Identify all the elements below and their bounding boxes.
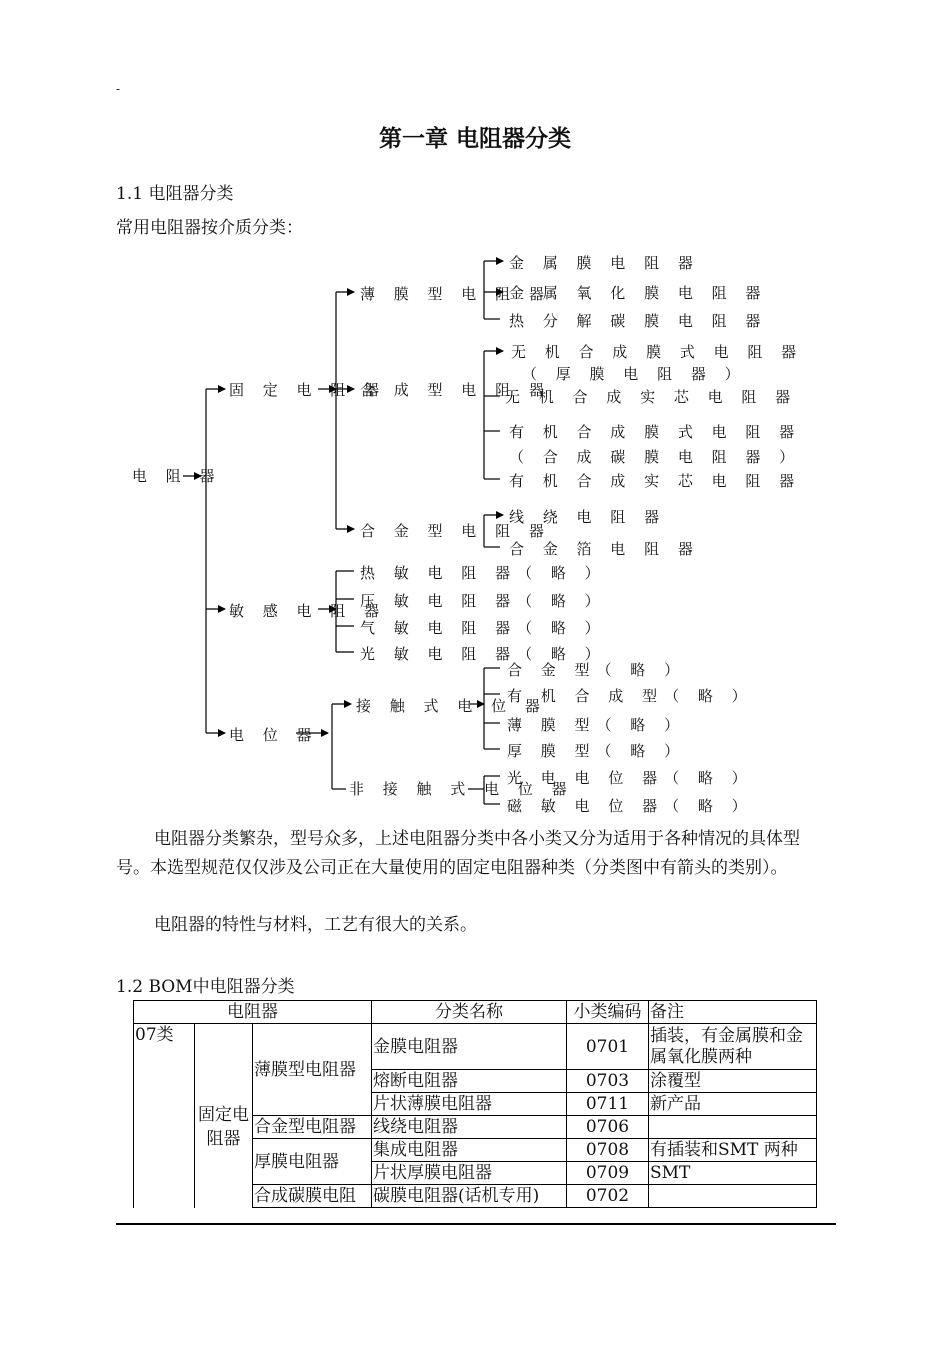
tree-node-synthetic: 合 成 型 电 阻 器 [360,381,551,399]
name-cell: 碳膜电阻器(话机专用) [372,1185,567,1208]
subclass-cell: 合成碳膜电阻 [253,1185,372,1208]
group-cell: 固定电阻器 [195,1024,253,1208]
tree-root: 电 阻 器 [132,467,222,485]
name-cell: 线绕电阻器 [372,1116,567,1139]
table-header-row [134,1001,817,1024]
chapter-title: 第一章 电阻器分类 [378,125,571,152]
tree-leaf-metal-oxide: 金 属 氧 化 膜 电 阻 器 [509,284,768,302]
note-cell: SMT [649,1162,817,1185]
header-subclass-code: 小类编码 [567,1001,649,1024]
note-cell: 新产品 [649,1093,817,1116]
name-cell: 金膜电阻器 [372,1024,567,1070]
tree-leaf-wirewound: 线 绕 电 阻 器 [509,508,667,526]
note-cell [649,1116,817,1139]
tree-leaf-pyro-carbon: 热 分 解 碳 膜 电 阻 器 [509,312,768,330]
page-bottom-rule [116,1223,836,1225]
header-mark: - [116,82,121,96]
code-cell: 0708 [567,1139,649,1162]
tree-leaf-varistor: 压 敏 电 阻 器（ 略 ） [360,592,607,610]
table-row [134,1024,817,1070]
tree-leaf-mag-pot: 磁 敏 电 位 器（ 略 ） [507,797,754,815]
name-cell: 集成电阻器 [372,1139,567,1162]
note-cell: 插装，有金属膜和金属氧化膜两种 [649,1024,817,1070]
paragraph-2: 电阻器的特性与材料，工艺有很大的关系。 [154,915,477,935]
header-resistor: 电阻器 [134,1001,372,1024]
tree-leaf-photo-pot: 光 电 电 位 器（ 略 ） [507,769,754,787]
name-cell: 片状厚膜电阻器 [372,1162,567,1185]
tree-node-sensitive: 敏 感 电 阻 器 [229,602,387,620]
tree-leaf-photo: 光 敏 电 阻 器（ 略 ） [360,645,607,663]
tree-leaf-thin-pot: 薄 膜 型（ 略 ） [507,716,687,734]
tree-leaf-gas: 气 敏 电 阻 器（ 略 ） [360,619,607,637]
tree-leaf-inorg-film-note: （ 厚 膜 电 阻 器 ） [522,365,747,383]
tree-leaf-metal-film: 金 属 膜 电 阻 器 [509,254,700,272]
tree-node-pot: 电 位 器 [229,726,319,744]
tree-leaf-inorg-solid: 无 机 合 成 实 芯 电 阻 器 [505,388,798,406]
tree-node-fixed: 固 定 电 阻 器 [229,381,387,399]
header-remarks: 备注 [649,1001,817,1024]
note-cell [649,1185,817,1208]
name-cell: 熔断电阻器 [372,1070,567,1093]
section-heading-1-1: 1.1 电阻器分类 [116,184,234,204]
tree-leaf-org-film: 有 机 合 成 膜 式 电 阻 器 [509,423,802,441]
code-cell: 0706 [567,1116,649,1139]
code-cell: 0703 [567,1070,649,1093]
section-heading-1-2: 1.2 BOM中电阻器分类 [116,977,295,997]
code-cell: 0709 [567,1162,649,1185]
tree-leaf-thick-pot: 厚 膜 型（ 略 ） [507,742,687,760]
bom-table [133,1000,817,1208]
tree-leaf-alloy-foil: 合 金 箔 电 阻 器 [509,540,700,558]
note-cell: 涂覆型 [649,1070,817,1093]
tree-leaf-org-solid: 有 机 合 成 实 芯 电 阻 器 [509,472,802,490]
subclass-cell: 厚膜电阻器 [253,1139,372,1185]
tree-node-film: 薄 膜 型 电 阻 器 [360,285,551,303]
tree-node-noncontact-pot: 非 接 触 式 电 位 器 [349,780,574,798]
note-cell: 有插装和SMT 两种 [649,1139,817,1162]
subclass-cell: 薄膜型电阻器 [253,1024,372,1116]
code-cell: 0702 [567,1185,649,1208]
code-cell: 0701 [567,1024,649,1070]
paragraph-1: 电阻器分类繁杂，型号众多，上述电阻器分类中各小类又分为适用于各种情况的具体型号。本选型规范仅仅涉及公司正在大量使用的固定电阻器种类（分类图中有箭头的类别）。 [116,829,800,878]
subclass-cell: 合金型电阻器 [253,1116,372,1139]
class-cell: 07类 [134,1024,195,1208]
tree-node-alloy: 合 金 型 电 阻 器 [360,522,551,540]
section-intro: 常用电阻器按介质分类： [116,218,303,238]
header-category-name: 分类名称 [372,1001,567,1024]
tree-leaf-inorg-film: 无 机 合 成 膜 式 电 阻 器 [511,343,804,361]
tree-leaf-alloy-pot: 合 金 型（ 略 ） [507,661,687,679]
tree-leaf-org-pot: 有 机 合 成 型（ 略 ） [507,687,754,705]
tree-leaf-thermistor: 热 敏 电 阻 器（ 略 ） [360,564,607,582]
tree-node-contact-pot: 接 触 式 电 位 器 [356,697,547,715]
code-cell: 0711 [567,1093,649,1116]
name-cell: 片状薄膜电阻器 [372,1093,567,1116]
tree-leaf-org-film-note: （ 合 成 碳 膜 电 阻 器 ） [509,448,802,466]
